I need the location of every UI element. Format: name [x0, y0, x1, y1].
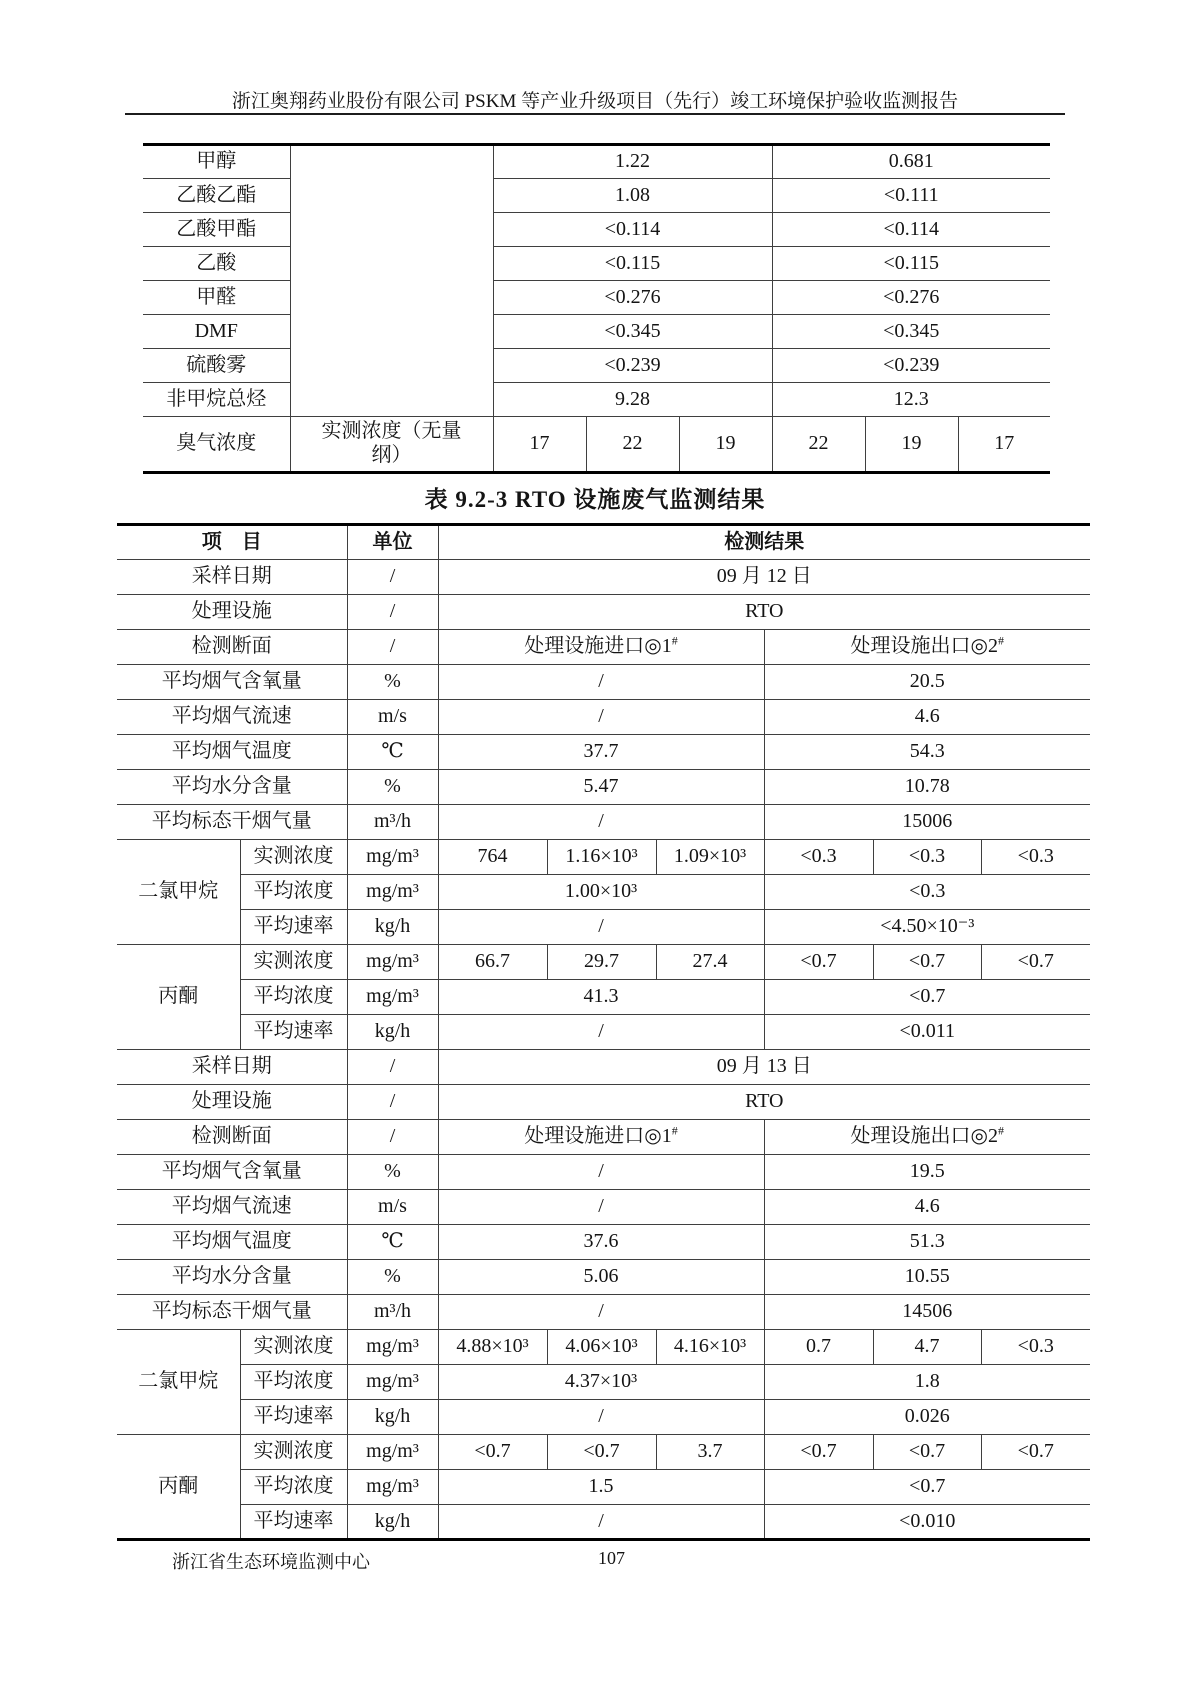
- inlet-header-text: 处理设施进口◎1: [524, 1125, 672, 1148]
- value-cell: <0.7: [981, 1435, 1090, 1470]
- facility-value-cell: RTO: [438, 595, 1090, 630]
- sub-label-cell: 实测浓度: [240, 1435, 347, 1470]
- voc-row: [143, 213, 1050, 247]
- unit-cell: m/s: [347, 1190, 438, 1225]
- row-label-cell: 处理设施: [117, 595, 347, 630]
- voc-name-cell: DMF: [143, 315, 290, 349]
- param-row: [117, 735, 1090, 770]
- value-cell: 3.7: [656, 1435, 764, 1470]
- voc-results-table: [143, 143, 1050, 474]
- voc-name-cell: 甲醇: [143, 145, 290, 179]
- voc-name-cell: 乙酸乙酯: [143, 179, 290, 213]
- row-label-cell: 采样日期: [117, 1050, 347, 1085]
- header-result-cell: 检测结果: [438, 525, 1090, 560]
- row-label-cell: 平均烟气温度: [117, 735, 347, 770]
- voc-outlet-value-cell: <0.114: [772, 213, 1050, 247]
- voc-inlet-value-cell: <0.114: [493, 213, 772, 247]
- param-row: [117, 770, 1090, 805]
- inlet-value-cell: /: [438, 1505, 764, 1540]
- inlet-header-cell: [438, 630, 764, 665]
- inlet-sup-mark: #: [671, 633, 678, 648]
- outlet-value-cell: 10.55: [764, 1260, 1090, 1295]
- pollutant-rate-row: [117, 1505, 1090, 1540]
- voc-inlet-value-cell: <0.239: [493, 349, 772, 383]
- voc-outlet-value-cell: <0.345: [772, 315, 1050, 349]
- voc-name-cell: 非甲烷总烃: [143, 383, 290, 417]
- param-row: [117, 1260, 1090, 1295]
- page-header-title: 浙江奥翔药业股份有限公司 PSKM 等产业升级项目（先行）竣工环境保护验收监测报告: [231, 91, 959, 112]
- outlet-value-cell: <0.010: [764, 1505, 1090, 1540]
- value-cell: 4.88×10³: [438, 1330, 547, 1365]
- date-value-cell: 09 月 12 日: [438, 560, 1090, 595]
- pollutant-rate-row: [117, 1015, 1090, 1050]
- unit-cell: ℃: [347, 735, 438, 770]
- voc-row: [143, 281, 1050, 315]
- odor-value-cell: 19: [679, 417, 772, 473]
- unit-cell: m³/h: [347, 1295, 438, 1330]
- voc-empty-cell: [290, 145, 493, 417]
- facility-row: [117, 1085, 1090, 1120]
- value-cell: <0.3: [764, 840, 873, 875]
- value-cell: 1.09×10³: [656, 840, 764, 875]
- unit-cell: kg/h: [347, 1400, 438, 1435]
- unit-cell: /: [347, 1050, 438, 1085]
- voc-row: [143, 349, 1050, 383]
- pollutant-measured-row: [117, 945, 1090, 980]
- pollutant-average-row: [117, 1470, 1090, 1505]
- value-cell: 4.06×10³: [547, 1330, 656, 1365]
- pollutant-name-cell: 丙酮: [117, 1435, 240, 1540]
- odor-value-cell: 22: [772, 417, 865, 473]
- pollutant-rate-row: [117, 1400, 1090, 1435]
- unit-cell: mg/m³: [347, 1365, 438, 1400]
- row-label-cell: 平均烟气温度: [117, 1225, 347, 1260]
- rto-table-title: 表 9.2-3 RTO 设施废气监测结果: [424, 487, 766, 512]
- pollutant-measured-row: [117, 840, 1090, 875]
- facility-value-cell: RTO: [438, 1085, 1090, 1120]
- param-row: [117, 1295, 1090, 1330]
- voc-outlet-value-cell: <0.115: [772, 247, 1050, 281]
- value-cell: <0.7: [764, 945, 873, 980]
- unit-cell: %: [347, 1155, 438, 1190]
- voc-name-cell: 甲醛: [143, 281, 290, 315]
- odor-sub-label-line2: 纲）: [371, 444, 412, 466]
- voc-row: [143, 383, 1050, 417]
- voc-name-cell: 乙酸甲酯: [143, 213, 290, 247]
- unit-cell: %: [347, 1260, 438, 1295]
- param-row: [117, 1155, 1090, 1190]
- cross-section-row: [117, 630, 1090, 665]
- inlet-value-cell: 4.37×10³: [438, 1365, 764, 1400]
- outlet-value-cell: 54.3: [764, 735, 1090, 770]
- value-cell: <0.7: [981, 945, 1090, 980]
- unit-cell: mg/m³: [347, 1435, 438, 1470]
- voc-inlet-value-cell: <0.115: [493, 247, 772, 281]
- inlet-value-cell: /: [438, 1190, 764, 1225]
- outlet-value-cell: <0.7: [764, 1470, 1090, 1505]
- unit-cell: mg/m³: [347, 980, 438, 1015]
- param-row: [117, 1190, 1090, 1225]
- pollutant-average-row: [117, 1365, 1090, 1400]
- odor-value-cell: 17: [958, 417, 1050, 473]
- value-cell: <0.3: [981, 840, 1090, 875]
- odor-name-cell: 臭气浓度: [143, 417, 290, 473]
- outlet-value-cell: <0.3: [764, 875, 1090, 910]
- voc-inlet-value-cell: <0.276: [493, 281, 772, 315]
- outlet-value-cell: <4.50×10⁻³: [764, 910, 1090, 945]
- pollutant-measured-row: [117, 1435, 1090, 1470]
- unit-cell: mg/m³: [347, 1470, 438, 1505]
- outlet-value-cell: 0.026: [764, 1400, 1090, 1435]
- inlet-value-cell: 37.7: [438, 735, 764, 770]
- pollutant-name-cell: 二氯甲烷: [117, 1330, 240, 1435]
- sub-label-cell: 平均浓度: [240, 1470, 347, 1505]
- pollutant-rate-row: [117, 910, 1090, 945]
- unit-cell: /: [347, 630, 438, 665]
- pollutant-name-cell: 二氯甲烷: [117, 840, 240, 945]
- unit-cell: m³/h: [347, 805, 438, 840]
- value-cell: 1.16×10³: [547, 840, 656, 875]
- voc-row: [143, 315, 1050, 349]
- outlet-value-cell: 20.5: [764, 665, 1090, 700]
- unit-cell: mg/m³: [347, 875, 438, 910]
- outlet-value-cell: 10.78: [764, 770, 1090, 805]
- outlet-value-cell: 4.6: [764, 1190, 1090, 1225]
- sub-label-cell: 实测浓度: [240, 1330, 347, 1365]
- voc-row: [143, 247, 1050, 281]
- row-label-cell: 平均烟气流速: [117, 1190, 347, 1225]
- odor-sub-label-cell: [290, 417, 493, 473]
- value-cell: 66.7: [438, 945, 547, 980]
- inlet-value-cell: /: [438, 1400, 764, 1435]
- value-cell: <0.7: [873, 1435, 981, 1470]
- inlet-value-cell: 1.00×10³: [438, 875, 764, 910]
- unit-cell: /: [347, 1120, 438, 1155]
- unit-cell: kg/h: [347, 910, 438, 945]
- inlet-value-cell: /: [438, 910, 764, 945]
- unit-cell: mg/m³: [347, 1330, 438, 1365]
- pollutant-name-cell: 丙酮: [117, 945, 240, 1050]
- row-label-cell: 检测断面: [117, 1120, 347, 1155]
- rto-header-row: [117, 525, 1090, 560]
- voc-outlet-value-cell: 12.3: [772, 383, 1050, 417]
- unit-cell: kg/h: [347, 1505, 438, 1540]
- value-cell: 764: [438, 840, 547, 875]
- sub-label-cell: 平均浓度: [240, 1365, 347, 1400]
- odor-value-cell: 17: [493, 417, 586, 473]
- unit-cell: /: [347, 1085, 438, 1120]
- row-label-cell: 处理设施: [117, 1085, 347, 1120]
- unit-cell: /: [347, 595, 438, 630]
- inlet-value-cell: 37.6: [438, 1225, 764, 1260]
- outlet-header-cell: [764, 1120, 1090, 1155]
- outlet-header-cell: [764, 630, 1090, 665]
- sampling-date-row: [117, 560, 1090, 595]
- row-label-cell: 平均烟气含氧量: [117, 665, 347, 700]
- row-label-cell: 平均烟气流速: [117, 700, 347, 735]
- unit-cell: %: [347, 770, 438, 805]
- outlet-header-text: 处理设施出口◎2: [850, 1125, 998, 1148]
- voc-outlet-value-cell: <0.239: [772, 349, 1050, 383]
- voc-outlet-value-cell: 0.681: [772, 145, 1050, 179]
- cross-section-row: [117, 1120, 1090, 1155]
- sub-label-cell: 平均浓度: [240, 980, 347, 1015]
- value-cell: <0.7: [438, 1435, 547, 1470]
- voc-name-cell: 乙酸: [143, 247, 290, 281]
- voc-inlet-value-cell: 1.22: [493, 145, 772, 179]
- header-rule: [125, 113, 1065, 115]
- sub-label-cell: 平均速率: [240, 1015, 347, 1050]
- inlet-value-cell: /: [438, 665, 764, 700]
- odor-row: [143, 417, 1050, 473]
- pollutant-measured-row: [117, 1330, 1090, 1365]
- outlet-value-cell: 4.6: [764, 700, 1090, 735]
- unit-cell: /: [347, 560, 438, 595]
- param-row: [117, 665, 1090, 700]
- row-label-cell: 平均烟气含氧量: [117, 1155, 347, 1190]
- outlet-value-cell: <0.7: [764, 980, 1090, 1015]
- footer-organization: 浙江省生态环境监测中心: [172, 1552, 370, 1572]
- header-item-cell: 项 目: [117, 525, 347, 560]
- value-cell: 29.7: [547, 945, 656, 980]
- odor-value-cell: 22: [586, 417, 679, 473]
- sub-label-cell: 实测浓度: [240, 945, 347, 980]
- unit-cell: m/s: [347, 700, 438, 735]
- unit-cell: ℃: [347, 1225, 438, 1260]
- value-cell: <0.7: [547, 1435, 656, 1470]
- inlet-header-cell: [438, 1120, 764, 1155]
- value-cell: <0.3: [981, 1330, 1090, 1365]
- value-cell: 0.7: [764, 1330, 873, 1365]
- outlet-header-text: 处理设施出口◎2: [850, 635, 998, 658]
- inlet-value-cell: /: [438, 1015, 764, 1050]
- unit-cell: mg/m³: [347, 945, 438, 980]
- param-row: [117, 700, 1090, 735]
- voc-row: [143, 179, 1050, 213]
- value-cell: <0.7: [764, 1435, 873, 1470]
- unit-cell: mg/m³: [347, 840, 438, 875]
- row-label-cell: 平均标态干烟气量: [117, 1295, 347, 1330]
- voc-row: [143, 145, 1050, 179]
- inlet-value-cell: 41.3: [438, 980, 764, 1015]
- sampling-date-row: [117, 1050, 1090, 1085]
- value-cell: 4.16×10³: [656, 1330, 764, 1365]
- row-label-cell: 平均水分含量: [117, 770, 347, 805]
- outlet-sup-mark: #: [998, 633, 1004, 648]
- inlet-value-cell: /: [438, 700, 764, 735]
- sub-label-cell: 平均速率: [240, 910, 347, 945]
- unit-cell: kg/h: [347, 1015, 438, 1050]
- odor-value-cell: 19: [865, 417, 958, 473]
- footer-page-number: 107: [598, 1548, 625, 1568]
- sub-label-cell: 平均速率: [240, 1400, 347, 1435]
- outlet-value-cell: 15006: [764, 805, 1090, 840]
- inlet-value-cell: /: [438, 805, 764, 840]
- odor-sub-label-line1: 实测浓度（无量: [321, 420, 462, 443]
- outlet-value-cell: 19.5: [764, 1155, 1090, 1190]
- value-cell: 4.7: [873, 1330, 981, 1365]
- outlet-value-cell: <0.011: [764, 1015, 1090, 1050]
- outlet-value-cell: 14506: [764, 1295, 1090, 1330]
- row-label-cell: 平均水分含量: [117, 1260, 347, 1295]
- inlet-value-cell: 5.06: [438, 1260, 764, 1295]
- rto-results-table: [117, 523, 1090, 1541]
- sub-label-cell: 平均浓度: [240, 875, 347, 910]
- pollutant-average-row: [117, 875, 1090, 910]
- inlet-sup-mark: #: [671, 1123, 678, 1138]
- facility-row: [117, 595, 1090, 630]
- voc-inlet-value-cell: 1.08: [493, 179, 772, 213]
- row-label-cell: 平均标态干烟气量: [117, 805, 347, 840]
- param-row: [117, 805, 1090, 840]
- inlet-header-text: 处理设施进口◎1: [524, 635, 672, 658]
- value-cell: 27.4: [656, 945, 764, 980]
- value-cell: <0.7: [873, 945, 981, 980]
- unit-cell: %: [347, 665, 438, 700]
- voc-outlet-value-cell: <0.276: [772, 281, 1050, 315]
- row-label-cell: 采样日期: [117, 560, 347, 595]
- outlet-value-cell: 51.3: [764, 1225, 1090, 1260]
- inlet-value-cell: /: [438, 1155, 764, 1190]
- voc-inlet-value-cell: <0.345: [493, 315, 772, 349]
- voc-outlet-value-cell: <0.111: [772, 179, 1050, 213]
- header-unit-cell: 单位: [347, 525, 438, 560]
- row-label-cell: 检测断面: [117, 630, 347, 665]
- date-value-cell: 09 月 13 日: [438, 1050, 1090, 1085]
- voc-inlet-value-cell: 9.28: [493, 383, 772, 417]
- outlet-sup-mark: #: [998, 1123, 1004, 1138]
- param-row: [117, 1225, 1090, 1260]
- pollutant-average-row: [117, 980, 1090, 1015]
- voc-name-cell: 硫酸雾: [143, 349, 290, 383]
- outlet-value-cell: 1.8: [764, 1365, 1090, 1400]
- sub-label-cell: 实测浓度: [240, 840, 347, 875]
- inlet-value-cell: /: [438, 1295, 764, 1330]
- inlet-value-cell: 5.47: [438, 770, 764, 805]
- inlet-value-cell: 1.5: [438, 1470, 764, 1505]
- sub-label-cell: 平均速率: [240, 1505, 347, 1540]
- value-cell: <0.3: [873, 840, 981, 875]
